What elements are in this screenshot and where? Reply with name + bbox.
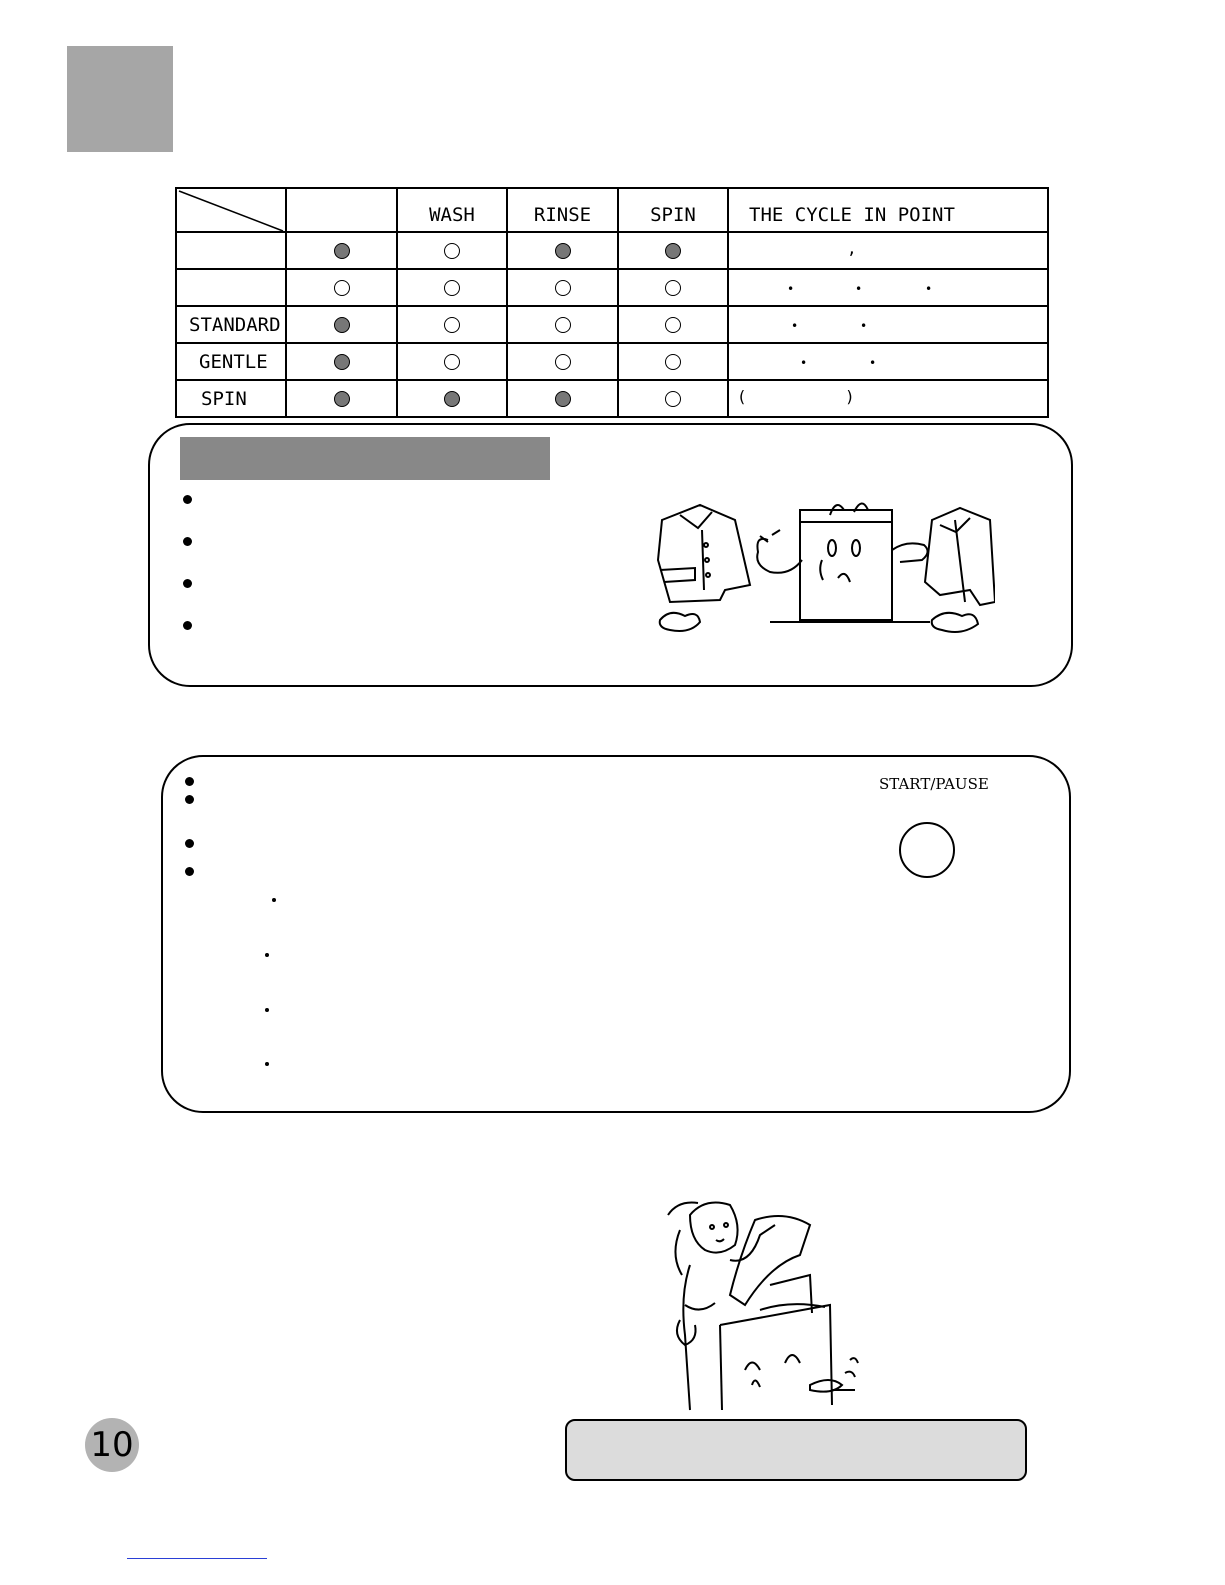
table-row (176, 232, 1048, 269)
indicator-dot (555, 317, 571, 333)
diagonal-corner-cell (176, 188, 286, 232)
cycle-mark: • (869, 356, 877, 370)
indicator-cell (286, 343, 397, 380)
cycle-mark: • (791, 319, 799, 333)
cycle-mark: • (925, 282, 933, 296)
cycle-mark: • (855, 282, 863, 296)
indicator-dot (665, 243, 681, 259)
indicator-dot (555, 391, 571, 407)
indicator-cell (507, 306, 618, 343)
indicator-cell (507, 269, 618, 306)
indicator-cell (286, 306, 397, 343)
row-label: GENTLE (176, 343, 286, 380)
note-box (565, 1419, 1027, 1481)
indicator-dot (444, 354, 460, 370)
indicator-dot (334, 243, 350, 259)
indicator-cell (397, 343, 507, 380)
cycle-point-cell (728, 269, 1048, 306)
sub-bullet-point (265, 1008, 269, 1012)
indicator-cell (618, 232, 728, 269)
row-label: STANDARD (176, 306, 286, 343)
indicator-cell (618, 343, 728, 380)
start-pause-panel (161, 755, 1071, 1113)
column-header-wash: WASH (397, 188, 507, 232)
indicator-dot (444, 391, 460, 407)
section-marker-block (67, 46, 173, 152)
sub-bullet-point (265, 953, 269, 957)
indicator-cell (397, 232, 507, 269)
column-header (286, 188, 397, 232)
cycle-mark: ( (737, 387, 747, 406)
indicator-dot (665, 317, 681, 333)
cycle-mark: • (860, 319, 868, 333)
bullet-point (185, 839, 194, 848)
diagonal-line (177, 189, 287, 233)
bullet-point (185, 867, 194, 876)
indicator-dot (334, 317, 350, 333)
bullet-point (185, 777, 194, 786)
cycle-point-cell (728, 232, 1048, 269)
program-cycle-table (175, 187, 1049, 418)
indicator-dot (555, 354, 571, 370)
cycle-mark: , (847, 239, 857, 258)
indicator-cell (286, 380, 397, 417)
column-header-cycle-point: THE CYCLE IN POINT (728, 188, 1048, 232)
sub-bullet-point (272, 898, 276, 902)
indicator-cell (397, 380, 507, 417)
cycle-mark: • (800, 356, 808, 370)
cycle-point-cell (728, 343, 1048, 380)
row-label (176, 232, 286, 269)
cycle-mark: ) (845, 387, 855, 406)
cycle-point-cell (728, 380, 1048, 417)
column-header-rinse: RINSE (507, 188, 618, 232)
bullet-point (183, 537, 192, 546)
page-number-badge: 10 (85, 1418, 139, 1472)
washer-and-clothes-illustration (640, 490, 995, 650)
indicator-dot (555, 243, 571, 259)
cycle-mark: • (787, 282, 795, 296)
indicator-dot (444, 317, 460, 333)
indicator-cell (507, 343, 618, 380)
row-label (176, 269, 286, 306)
table-row (176, 380, 1048, 417)
footer-rule (127, 1558, 267, 1559)
bullet-point (183, 579, 192, 588)
notes-panel (148, 423, 1073, 687)
indicator-cell (618, 380, 728, 417)
table-row (176, 269, 1048, 306)
table-header-row (176, 188, 1048, 232)
indicator-cell (507, 380, 618, 417)
sub-bullet-point (265, 1062, 269, 1066)
indicator-dot (665, 354, 681, 370)
notes-panel-header-bar (180, 437, 550, 480)
indicator-dot (444, 280, 460, 296)
indicator-cell (286, 232, 397, 269)
table-row (176, 306, 1048, 343)
indicator-dot (334, 391, 350, 407)
indicator-dot (665, 391, 681, 407)
indicator-dot (334, 280, 350, 296)
start-pause-label: START/PAUSE (879, 775, 989, 793)
indicator-cell (618, 269, 728, 306)
woman-loading-washer-illustration (660, 1195, 870, 1415)
indicator-cell (507, 232, 618, 269)
column-header-spin: SPIN (618, 188, 728, 232)
indicator-dot (444, 243, 460, 259)
bullet-point (183, 495, 192, 504)
indicator-dot (665, 280, 681, 296)
indicator-cell (397, 306, 507, 343)
bullet-point (183, 621, 192, 630)
bullet-point (185, 795, 194, 804)
row-label: SPIN (176, 380, 286, 417)
indicator-dot (334, 354, 350, 370)
indicator-cell (286, 269, 397, 306)
cycle-point-cell (728, 306, 1048, 343)
indicator-cell (618, 306, 728, 343)
table-row (176, 343, 1048, 380)
indicator-cell (397, 269, 507, 306)
indicator-dot (555, 280, 571, 296)
start-pause-button[interactable] (899, 822, 955, 878)
